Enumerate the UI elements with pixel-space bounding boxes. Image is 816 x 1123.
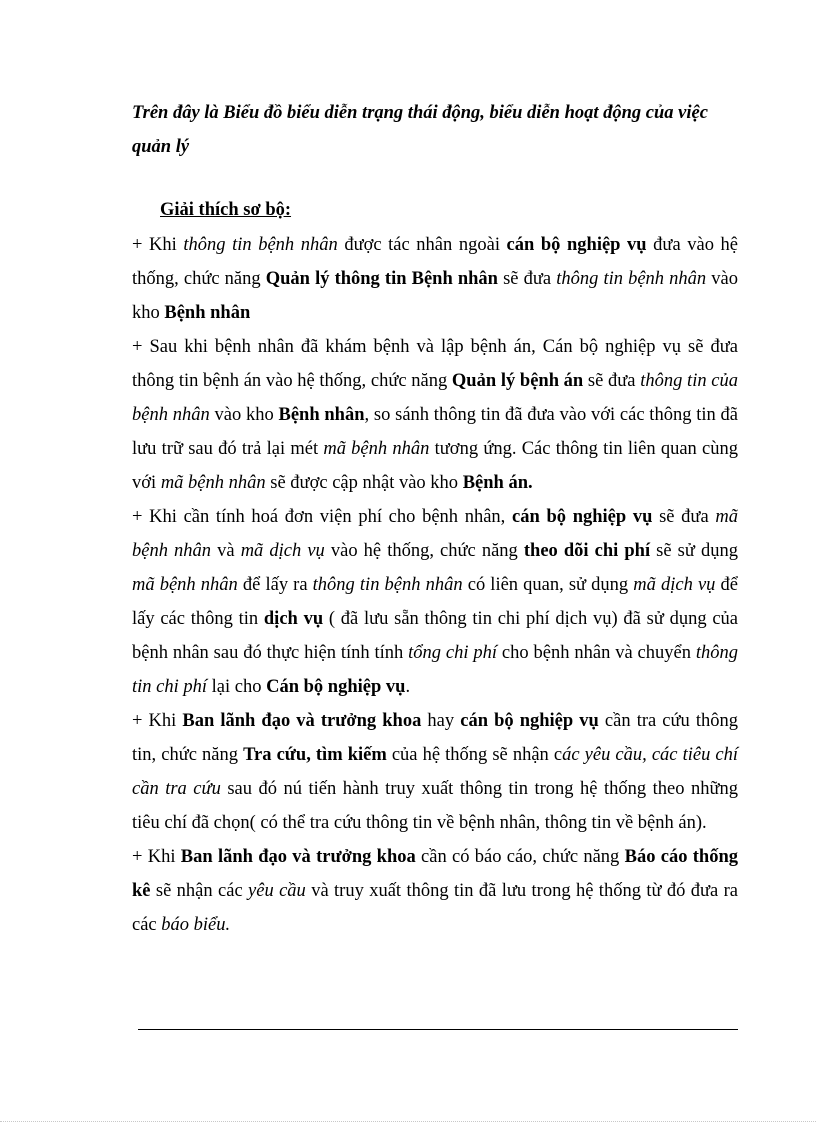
text-run: vào kho	[132, 269, 738, 323]
text-run: lại cho	[207, 677, 267, 697]
text-run: để lấy các thông tin	[132, 575, 738, 629]
text-run: sẽ đưa	[497, 269, 557, 289]
paragraph-medical-record	[132, 330, 738, 500]
text-run: có liên quan, sử dụng	[462, 575, 634, 595]
bold-text: Ban lãnh đạo và trưởng khoa	[180, 847, 416, 867]
paragraph-search	[132, 704, 738, 840]
bold-text: cán bộ nghiệp vụ	[460, 711, 599, 731]
italic-text: báo biểu.	[161, 915, 231, 935]
text-run: vào kho	[209, 405, 279, 425]
bold-text: dịch vụ	[263, 609, 324, 629]
bold-text: Báo cáo thống kê	[132, 847, 738, 901]
italic-text: yêu cầu	[248, 881, 306, 901]
paragraph-patient-info	[132, 228, 738, 330]
text-run: sẽ được cập nhật vào kho	[265, 473, 463, 493]
italic-text: mã dịch vụ	[633, 575, 716, 595]
text-run: được tác nhân ngoài	[337, 235, 507, 255]
text-run: sau đó nú tiến hành truy xuất thông tin trong hệ thống theo những tiêu chí đã chọn( có thể tra cứu thông tin về bệnh nhân, thông tin về bệnh án).	[132, 779, 738, 833]
italic-text: thông tin bệnh nhân	[556, 269, 707, 289]
italic-text: thông tin bệnh nhân	[312, 575, 463, 595]
bold-text: Cán bộ nghiệp vụ	[266, 677, 406, 697]
text-run: của hệ thống sẽ nhận c	[386, 745, 563, 765]
section-heading: Giải thích sơ bộ:	[160, 200, 292, 220]
bold-text: Ban lãnh đạo và trưởng khoa	[182, 711, 422, 731]
bold-text: Bệnh án.	[462, 473, 533, 493]
text-run: + Sau khi bệnh nhân đã khám bệnh và lập bệnh án, Cán bộ nghiệp vụ sẽ đưa thông tin bệnh án vào hệ thống, chức năng	[132, 337, 738, 391]
italic-text: thông tin bệnh nhân	[183, 235, 338, 255]
text-run: và truy xuất thông tin đã lưu trong hệ thống từ đó đưa ra các	[132, 881, 738, 935]
text-run: và	[211, 541, 241, 561]
bold-text: cán bộ nghiệp vụ	[512, 507, 653, 527]
italic-text: mã dịch vụ	[240, 541, 325, 561]
text-run: + Khi	[132, 235, 184, 255]
text-run: cho bệnh nhân và chuyển	[497, 643, 696, 663]
document-title: Trên đây là Biểu đồ biểu diễn trạng thái động, biểu diễn hoạt động của việc quản lý	[132, 103, 708, 157]
text-run: vào hệ thống, chức năng	[324, 541, 524, 561]
text-run: sẽ đưa	[583, 371, 641, 391]
bold-text: Bệnh nhân	[278, 405, 365, 425]
italic-text: mã bệnh nhân	[160, 473, 266, 493]
paragraph-report	[132, 840, 738, 942]
text-run: cần có báo cáo, chức năng	[415, 847, 625, 867]
text-run: sẽ nhận các	[150, 881, 249, 901]
paragraph-hospital-fee	[132, 500, 738, 704]
bold-text: Quản lý bệnh án	[451, 371, 584, 391]
text-run: để lấy ra	[237, 575, 313, 595]
italic-text: tổng chi phí	[408, 643, 498, 663]
text-run: sẽ đưa	[652, 507, 716, 527]
text-run: đưa vào hệ thống, chức năng	[132, 235, 738, 289]
italic-text: thông tin của bệnh nhân	[132, 371, 738, 425]
bold-text: cán bộ nghiệp vụ	[506, 235, 647, 255]
italic-text: mã bệnh nhân	[323, 439, 430, 459]
text-run: ( đã lưu sẵn thông tin chi phí dịch vụ) đã sử dụng của bệnh nhân sau đó thực hiện tính tính	[132, 609, 739, 663]
text-run: cần tra cứu thông tin, chức năng	[132, 711, 739, 765]
italic-text: thông tin chi phí	[132, 643, 738, 697]
text-run: + Khi	[132, 847, 181, 867]
italic-text: mã bệnh nhân	[132, 575, 238, 595]
italic-text: mã bệnh nhân	[132, 507, 738, 561]
text-run: .	[405, 677, 411, 697]
italic-text: ác yêu cầu, các tiêu chí cần tra cứu	[132, 745, 739, 799]
text-run: tương ứng. Các thông tin liên quan cùng với	[132, 439, 738, 493]
bold-text: theo dõi chi phí	[523, 541, 651, 561]
bold-text: Tra cứu, tìm kiếm	[243, 745, 387, 765]
text-run: + Khi cần tính hoá đơn viện phí cho bệnh nhân,	[132, 507, 513, 527]
page-break-line	[0, 1121, 816, 1122]
bold-text: Quản lý thông tin Bệnh nhân	[265, 269, 498, 289]
text-run: + Khi	[132, 711, 183, 731]
document-body	[132, 228, 738, 942]
bold-text: Bệnh nhân	[164, 303, 251, 323]
text-run: hay	[421, 711, 461, 731]
footer-divider	[138, 1029, 738, 1030]
text-run: sẽ sử dụng	[650, 541, 738, 561]
text-run: , so sánh thông tin đã đưa vào với các thông tin đã lưu trữ sau đó trả lại mét	[132, 405, 738, 459]
